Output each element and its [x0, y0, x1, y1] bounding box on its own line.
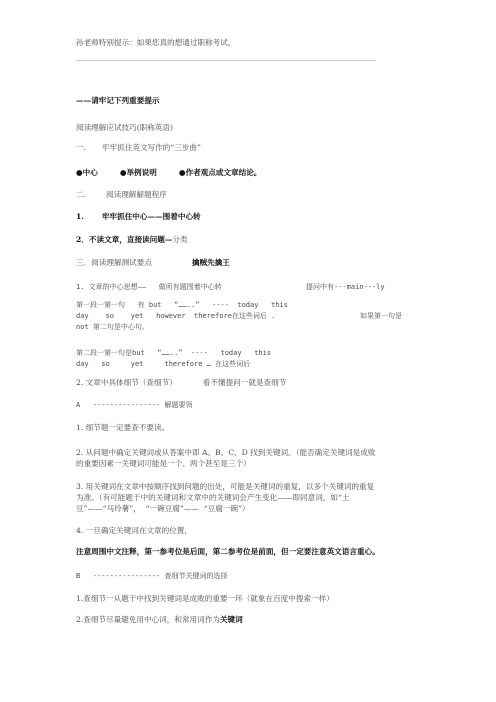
point-1-line-3-tail: 如果第一句是 — [360, 312, 402, 320]
remember-heading: ——请牢记下列重要提示 — [76, 96, 160, 105]
keyword-tip-1: 1.查细节一从题干中找到关键词是成败的重要一环（就象在百度中搜索一样） — [76, 594, 334, 603]
step-1 — [76, 212, 201, 222]
tip-1: 1. 细节题一定要查不要读。 — [76, 423, 170, 432]
section-3 — [76, 258, 230, 268]
part-a-heading: A ---------------- 解题要领 — [76, 401, 193, 409]
point-2-line-2: day so yet therefore … 在这些词后 — [76, 360, 251, 368]
detail-heading — [76, 378, 286, 388]
tip-3-line-1: 3. 用关键词在文章中按顺序找到问题的出处，可能是关键词的重复，以多个关键词的重复 — [76, 482, 375, 491]
point-1-line-3: day so yet however therefore在这些词后 . — [76, 312, 276, 320]
bullet-conclusion: ●作者观点或文章结论。 — [178, 168, 262, 177]
section-number: 二. — [76, 190, 87, 199]
section-text: 牢牢抓住英文写作的“三步曲” — [102, 143, 201, 152]
section-number: 一. — [76, 143, 87, 152]
detail-text: 2. 文章中具体细节（查细节） — [76, 378, 177, 387]
section-text: 阅读理解解题程序 — [106, 190, 167, 199]
point-1-line-1 — [76, 282, 222, 292]
section-highlight: 擒贼先擒王 — [191, 258, 230, 267]
step-tail: 分类 — [172, 235, 188, 244]
point-1-note: 提问中有---main---ly — [306, 283, 385, 291]
tip-4: 4. 一旦确定关键词在文章的位置， — [76, 526, 192, 535]
section-text: 三．阅读理解测试要点 — [76, 258, 152, 267]
detail-note: 看不懂提问一就是查细节 — [202, 378, 287, 387]
bullet-example: ●举例说明 — [119, 168, 157, 177]
section-1 — [76, 143, 201, 153]
point-text: 1. 文章的中心思想—— 做所有题围着中心转 — [76, 283, 222, 291]
step-text: 2．不读文章，直接读问题— — [76, 235, 173, 244]
divider — [76, 60, 376, 61]
step-number: 1. — [76, 212, 84, 221]
tip-3-line-3: 豆”——“马玲薯”， “一碗豆腐”—— “豆腐一碗”） — [76, 504, 250, 513]
step-text: 牢牢抓住中心——围着中心转 — [101, 212, 201, 221]
document-title: 阅读理解应试技巧(职称英语) — [76, 123, 174, 132]
step-2 — [76, 235, 188, 245]
tip-2-line-2: 的重要因素一关键词可能是一个、两个甚至是三个） — [76, 459, 251, 468]
keyword-text: 2.查细节尽量避免用中心词，和常用词作为 — [76, 615, 220, 624]
keyword-emphasis: 关键词 — [219, 615, 243, 624]
tip-2-line-1: 2. 从问题中确定关键词或从答案中即 A、B、C、D 找到关键词。（能否确定关键词是成败 — [76, 448, 376, 457]
section-2 — [76, 190, 167, 200]
point-1-line-2: 第一段一第一句 有 but “……..” ---- today this — [76, 301, 288, 309]
point-2-line-1: 第二段一第一句是but “……..” ---- today this — [76, 349, 272, 357]
tip-3-line-2: 为准。（有可能题干中的关键词和文章中的关键词会产生变化——即同意词，如“土 — [76, 493, 350, 502]
header-tip: 孙老师特别提示：如果您真的想通过职称考试， — [76, 38, 236, 47]
part-b-heading: B ---------------- 查细节关键词的选择 — [76, 572, 228, 580]
bullet-center: ●中心 — [76, 168, 98, 177]
bullet-list — [76, 168, 261, 178]
focus-note: 注意周围中文注释，第一参考位是后面，第二参考位是前面，但一定要注意英文语言重心。 — [76, 547, 380, 556]
point-1-line-4: not 第二句是中心句。 — [76, 323, 149, 331]
keyword-tip-2 — [76, 615, 243, 625]
